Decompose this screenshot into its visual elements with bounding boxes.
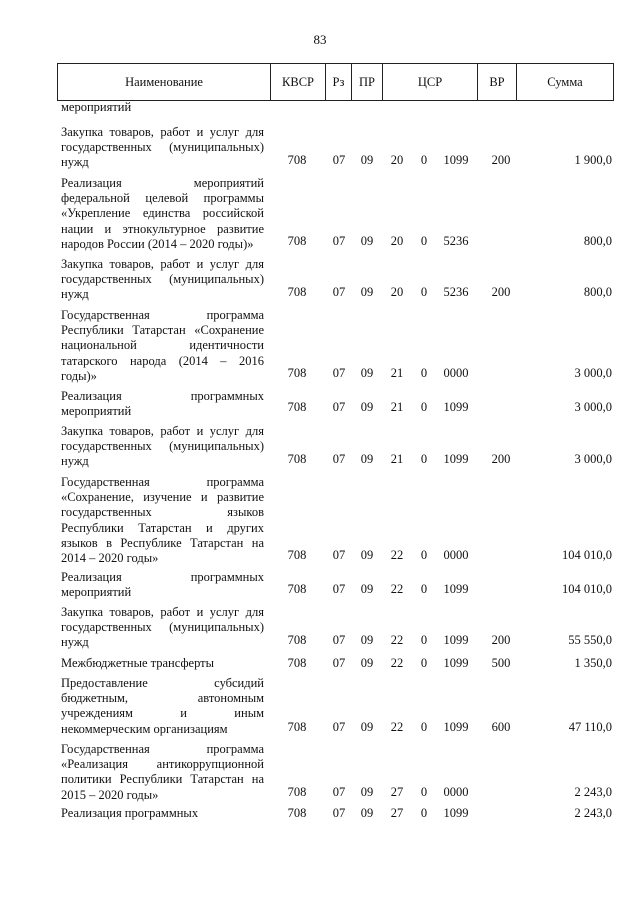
sum-cell: 104 010,0 bbox=[562, 548, 612, 562]
row-name-line: Реализация мероприятий bbox=[61, 176, 264, 190]
row-name-line: нации и этнокультурное развитие bbox=[61, 221, 264, 236]
csr-code-cell: 0000 bbox=[443, 548, 469, 562]
rz-cell: 07 bbox=[332, 400, 346, 414]
sum-cell: 800,0 bbox=[583, 234, 612, 248]
sum-cell: 47 110,0 bbox=[568, 720, 612, 734]
sum-cell: 2 243,0 bbox=[574, 806, 612, 820]
row-name-line: Реализация программных bbox=[61, 806, 199, 820]
csr-code-cell: 0000 bbox=[443, 785, 469, 799]
kvsr-cell: 708 bbox=[287, 234, 307, 248]
row-name-line: бюджетным, автономным bbox=[61, 691, 264, 706]
row-name-line: Закупка товаров, работ и услуг для bbox=[61, 424, 264, 438]
row-name-line: нужд bbox=[61, 635, 89, 650]
pr-cell: 09 bbox=[360, 548, 374, 562]
header-vr: ВР bbox=[489, 75, 505, 89]
rz-cell: 07 bbox=[332, 720, 346, 734]
row-name-line: Республики Татарстан и других bbox=[61, 520, 264, 535]
row-name-line: государственных (муниципальных) bbox=[61, 620, 264, 635]
vr-cell: 200 bbox=[491, 153, 511, 167]
csr-target-cell: 27 bbox=[390, 806, 404, 820]
kvsr-cell: 708 bbox=[287, 806, 307, 820]
row-codes bbox=[0, 720, 640, 735]
row-codes bbox=[0, 153, 640, 168]
csr-sub-cell: 0 bbox=[420, 633, 428, 647]
csr-sub-cell: 0 bbox=[420, 400, 428, 414]
row-name-line: 2014 – 2020 годы» bbox=[61, 550, 159, 565]
sum-cell: 3 000,0 bbox=[574, 400, 612, 414]
csr-target-cell: 22 bbox=[390, 582, 404, 596]
csr-sub-cell: 0 bbox=[420, 234, 428, 248]
pr-cell: 09 bbox=[360, 633, 374, 647]
row-name-line: государственных (муниципальных) bbox=[61, 272, 264, 287]
header-pr: ПР bbox=[359, 75, 375, 89]
pr-cell: 09 bbox=[360, 452, 374, 466]
kvsr-cell: 708 bbox=[287, 656, 307, 670]
rz-cell: 07 bbox=[332, 785, 346, 799]
row-name-line: Закупка товаров, работ и услуг для bbox=[61, 605, 264, 619]
sum-cell: 104 010,0 bbox=[562, 582, 612, 596]
row-name-line: Межбюджетные трансферты bbox=[61, 656, 215, 670]
csr-sub-cell: 0 bbox=[420, 366, 428, 380]
rz-cell: 07 bbox=[332, 285, 346, 299]
csr-code-cell: 5236 bbox=[443, 234, 469, 248]
rz-cell: 07 bbox=[332, 452, 346, 466]
row-name-line: годы)» bbox=[61, 368, 97, 383]
sum-cell: 800,0 bbox=[583, 285, 612, 299]
kvsr-cell: 708 bbox=[287, 720, 307, 734]
row-name-line: «Укрепление единства российской bbox=[61, 206, 264, 221]
row-name-line: государственных (муниципальных) bbox=[61, 140, 264, 155]
csr-sub-cell: 0 bbox=[420, 656, 428, 670]
pr-cell: 09 bbox=[360, 582, 374, 596]
row-codes bbox=[0, 785, 640, 800]
row-codes bbox=[0, 400, 640, 415]
rz-cell: 07 bbox=[332, 656, 346, 670]
csr-target-cell: 22 bbox=[390, 720, 404, 734]
pr-cell: 09 bbox=[360, 285, 374, 299]
rz-cell: 07 bbox=[332, 153, 346, 167]
kvsr-cell: 708 bbox=[287, 366, 307, 380]
csr-target-cell: 21 bbox=[390, 366, 404, 380]
csr-code-cell: 1099 bbox=[443, 452, 469, 466]
row-codes bbox=[0, 656, 640, 671]
kvsr-cell: 708 bbox=[287, 582, 307, 596]
pr-cell: 09 bbox=[360, 656, 374, 670]
csr-code-cell: 1099 bbox=[443, 806, 469, 820]
row-name-line: Закупка товаров, работ и услуг для bbox=[61, 257, 264, 271]
pr-cell: 09 bbox=[360, 234, 374, 248]
table-header bbox=[57, 63, 614, 101]
row-name-line: государственных (муниципальных) bbox=[61, 439, 264, 454]
header-kvsr: КВСР bbox=[282, 75, 314, 89]
csr-sub-cell: 0 bbox=[420, 720, 428, 734]
row-name-line: Реализация программных bbox=[61, 389, 264, 403]
header-sum: Сумма bbox=[547, 75, 583, 89]
row-name-line: Республики Татарстан «Сохранение bbox=[61, 323, 264, 338]
rz-cell: 07 bbox=[332, 633, 346, 647]
csr-target-cell: 20 bbox=[390, 285, 404, 299]
csr-code-cell: 1099 bbox=[443, 633, 469, 647]
row-name-line: Государственная программа bbox=[61, 308, 264, 322]
row-name-line: «Сохранение, изучение и развитие bbox=[61, 490, 264, 505]
csr-code-cell: 1099 bbox=[443, 400, 469, 414]
csr-code-cell: 0000 bbox=[443, 366, 469, 380]
csr-sub-cell: 0 bbox=[420, 153, 428, 167]
sum-cell: 1 900,0 bbox=[574, 153, 612, 167]
kvsr-cell: 708 bbox=[287, 452, 307, 466]
csr-target-cell: 27 bbox=[390, 785, 404, 799]
sum-cell: 1 350,0 bbox=[574, 656, 612, 670]
row-name-line: некоммерческим организациям bbox=[61, 721, 228, 736]
row-codes bbox=[0, 582, 640, 597]
pr-cell: 09 bbox=[360, 366, 374, 380]
row-name bbox=[61, 100, 264, 115]
csr-code-cell: 1099 bbox=[443, 582, 469, 596]
csr-code-cell: 5236 bbox=[443, 285, 469, 299]
csr-sub-cell: 0 bbox=[420, 806, 428, 820]
vr-cell: 200 bbox=[491, 285, 511, 299]
vr-cell: 600 bbox=[491, 720, 511, 734]
row-name-line: Реализация программных bbox=[61, 570, 264, 584]
sum-cell: 3 000,0 bbox=[574, 366, 612, 380]
pr-cell: 09 bbox=[360, 806, 374, 820]
vr-cell: 500 bbox=[491, 656, 511, 670]
csr-target-cell: 20 bbox=[390, 234, 404, 248]
row-name-line: нужд bbox=[61, 454, 89, 469]
row-name-line: «Реализация антикоррупционной bbox=[61, 757, 264, 772]
row-codes bbox=[0, 452, 640, 467]
sum-cell: 2 243,0 bbox=[574, 785, 612, 799]
pr-cell: 09 bbox=[360, 153, 374, 167]
row-name-line: государственных языков bbox=[61, 505, 264, 520]
row-name-line: национальной идентичности bbox=[61, 338, 264, 353]
kvsr-cell: 708 bbox=[287, 400, 307, 414]
vr-cell: 200 bbox=[491, 452, 511, 466]
kvsr-cell: 708 bbox=[287, 785, 307, 799]
row-name-line: учреждениям и иным bbox=[61, 706, 264, 721]
csr-target-cell: 21 bbox=[390, 400, 404, 414]
csr-code-cell: 1099 bbox=[443, 153, 469, 167]
row-name-line: нужд bbox=[61, 155, 89, 170]
pr-cell: 09 bbox=[360, 785, 374, 799]
row-name-line: народов России (2014 – 2020 годы)» bbox=[61, 236, 254, 251]
row-name-line: 2015 – 2020 годы» bbox=[61, 787, 159, 802]
rz-cell: 07 bbox=[332, 234, 346, 248]
csr-code-cell: 1099 bbox=[443, 720, 469, 734]
kvsr-cell: 708 bbox=[287, 548, 307, 562]
csr-sub-cell: 0 bbox=[420, 548, 428, 562]
header-csr: ЦСР bbox=[417, 75, 443, 89]
row-name-line: языков в Республике Татарстан на bbox=[61, 535, 264, 550]
row-name-line: Государственная программа bbox=[61, 742, 264, 756]
kvsr-cell: 708 bbox=[287, 285, 307, 299]
csr-sub-cell: 0 bbox=[420, 582, 428, 596]
row-name-line: нужд bbox=[61, 287, 89, 302]
rz-cell: 07 bbox=[332, 582, 346, 596]
rz-cell: 07 bbox=[332, 366, 346, 380]
pr-cell: 09 bbox=[360, 720, 374, 734]
kvsr-cell: 708 bbox=[287, 153, 307, 167]
row-codes bbox=[0, 633, 640, 648]
csr-code-cell: 1099 bbox=[443, 656, 469, 670]
sum-cell: 3 000,0 bbox=[574, 452, 612, 466]
row-name-line: мероприятий bbox=[61, 404, 132, 419]
row-name-line: федеральной целевой программы bbox=[61, 191, 264, 206]
sum-cell: 55 550,0 bbox=[568, 633, 612, 647]
row-name-line: политики Республики Татарстан на bbox=[61, 772, 264, 787]
kvsr-cell: 708 bbox=[287, 633, 307, 647]
vr-cell: 200 bbox=[491, 633, 511, 647]
page-number: 83 bbox=[313, 32, 327, 47]
rz-cell: 07 bbox=[332, 548, 346, 562]
csr-sub-cell: 0 bbox=[420, 285, 428, 299]
rz-cell: 07 bbox=[332, 806, 346, 820]
row-codes bbox=[0, 806, 640, 821]
header-rz: Рз bbox=[332, 75, 345, 89]
csr-target-cell: 22 bbox=[390, 656, 404, 670]
row-codes bbox=[0, 548, 640, 563]
csr-target-cell: 20 bbox=[390, 153, 404, 167]
row-name-line: Государственная программа bbox=[61, 475, 264, 489]
csr-target-cell: 22 bbox=[390, 633, 404, 647]
row-name-line: Предоставление субсидий bbox=[61, 676, 264, 690]
row-name-line: татарского народа (2014 – 2016 bbox=[61, 353, 264, 368]
csr-target-cell: 22 bbox=[390, 548, 404, 562]
csr-sub-cell: 0 bbox=[420, 785, 428, 799]
row-name-line: мероприятий bbox=[61, 100, 132, 114]
row-codes bbox=[0, 366, 640, 381]
row-name-line: Закупка товаров, работ и услуг для bbox=[61, 125, 264, 139]
row-codes bbox=[0, 285, 640, 300]
header-divider bbox=[613, 63, 614, 101]
header-name: Наименование bbox=[125, 75, 203, 89]
csr-sub-cell: 0 bbox=[420, 452, 428, 466]
csr-target-cell: 21 bbox=[390, 452, 404, 466]
row-name-line: мероприятий bbox=[61, 585, 132, 600]
pr-cell: 09 bbox=[360, 400, 374, 414]
row-codes bbox=[0, 234, 640, 249]
